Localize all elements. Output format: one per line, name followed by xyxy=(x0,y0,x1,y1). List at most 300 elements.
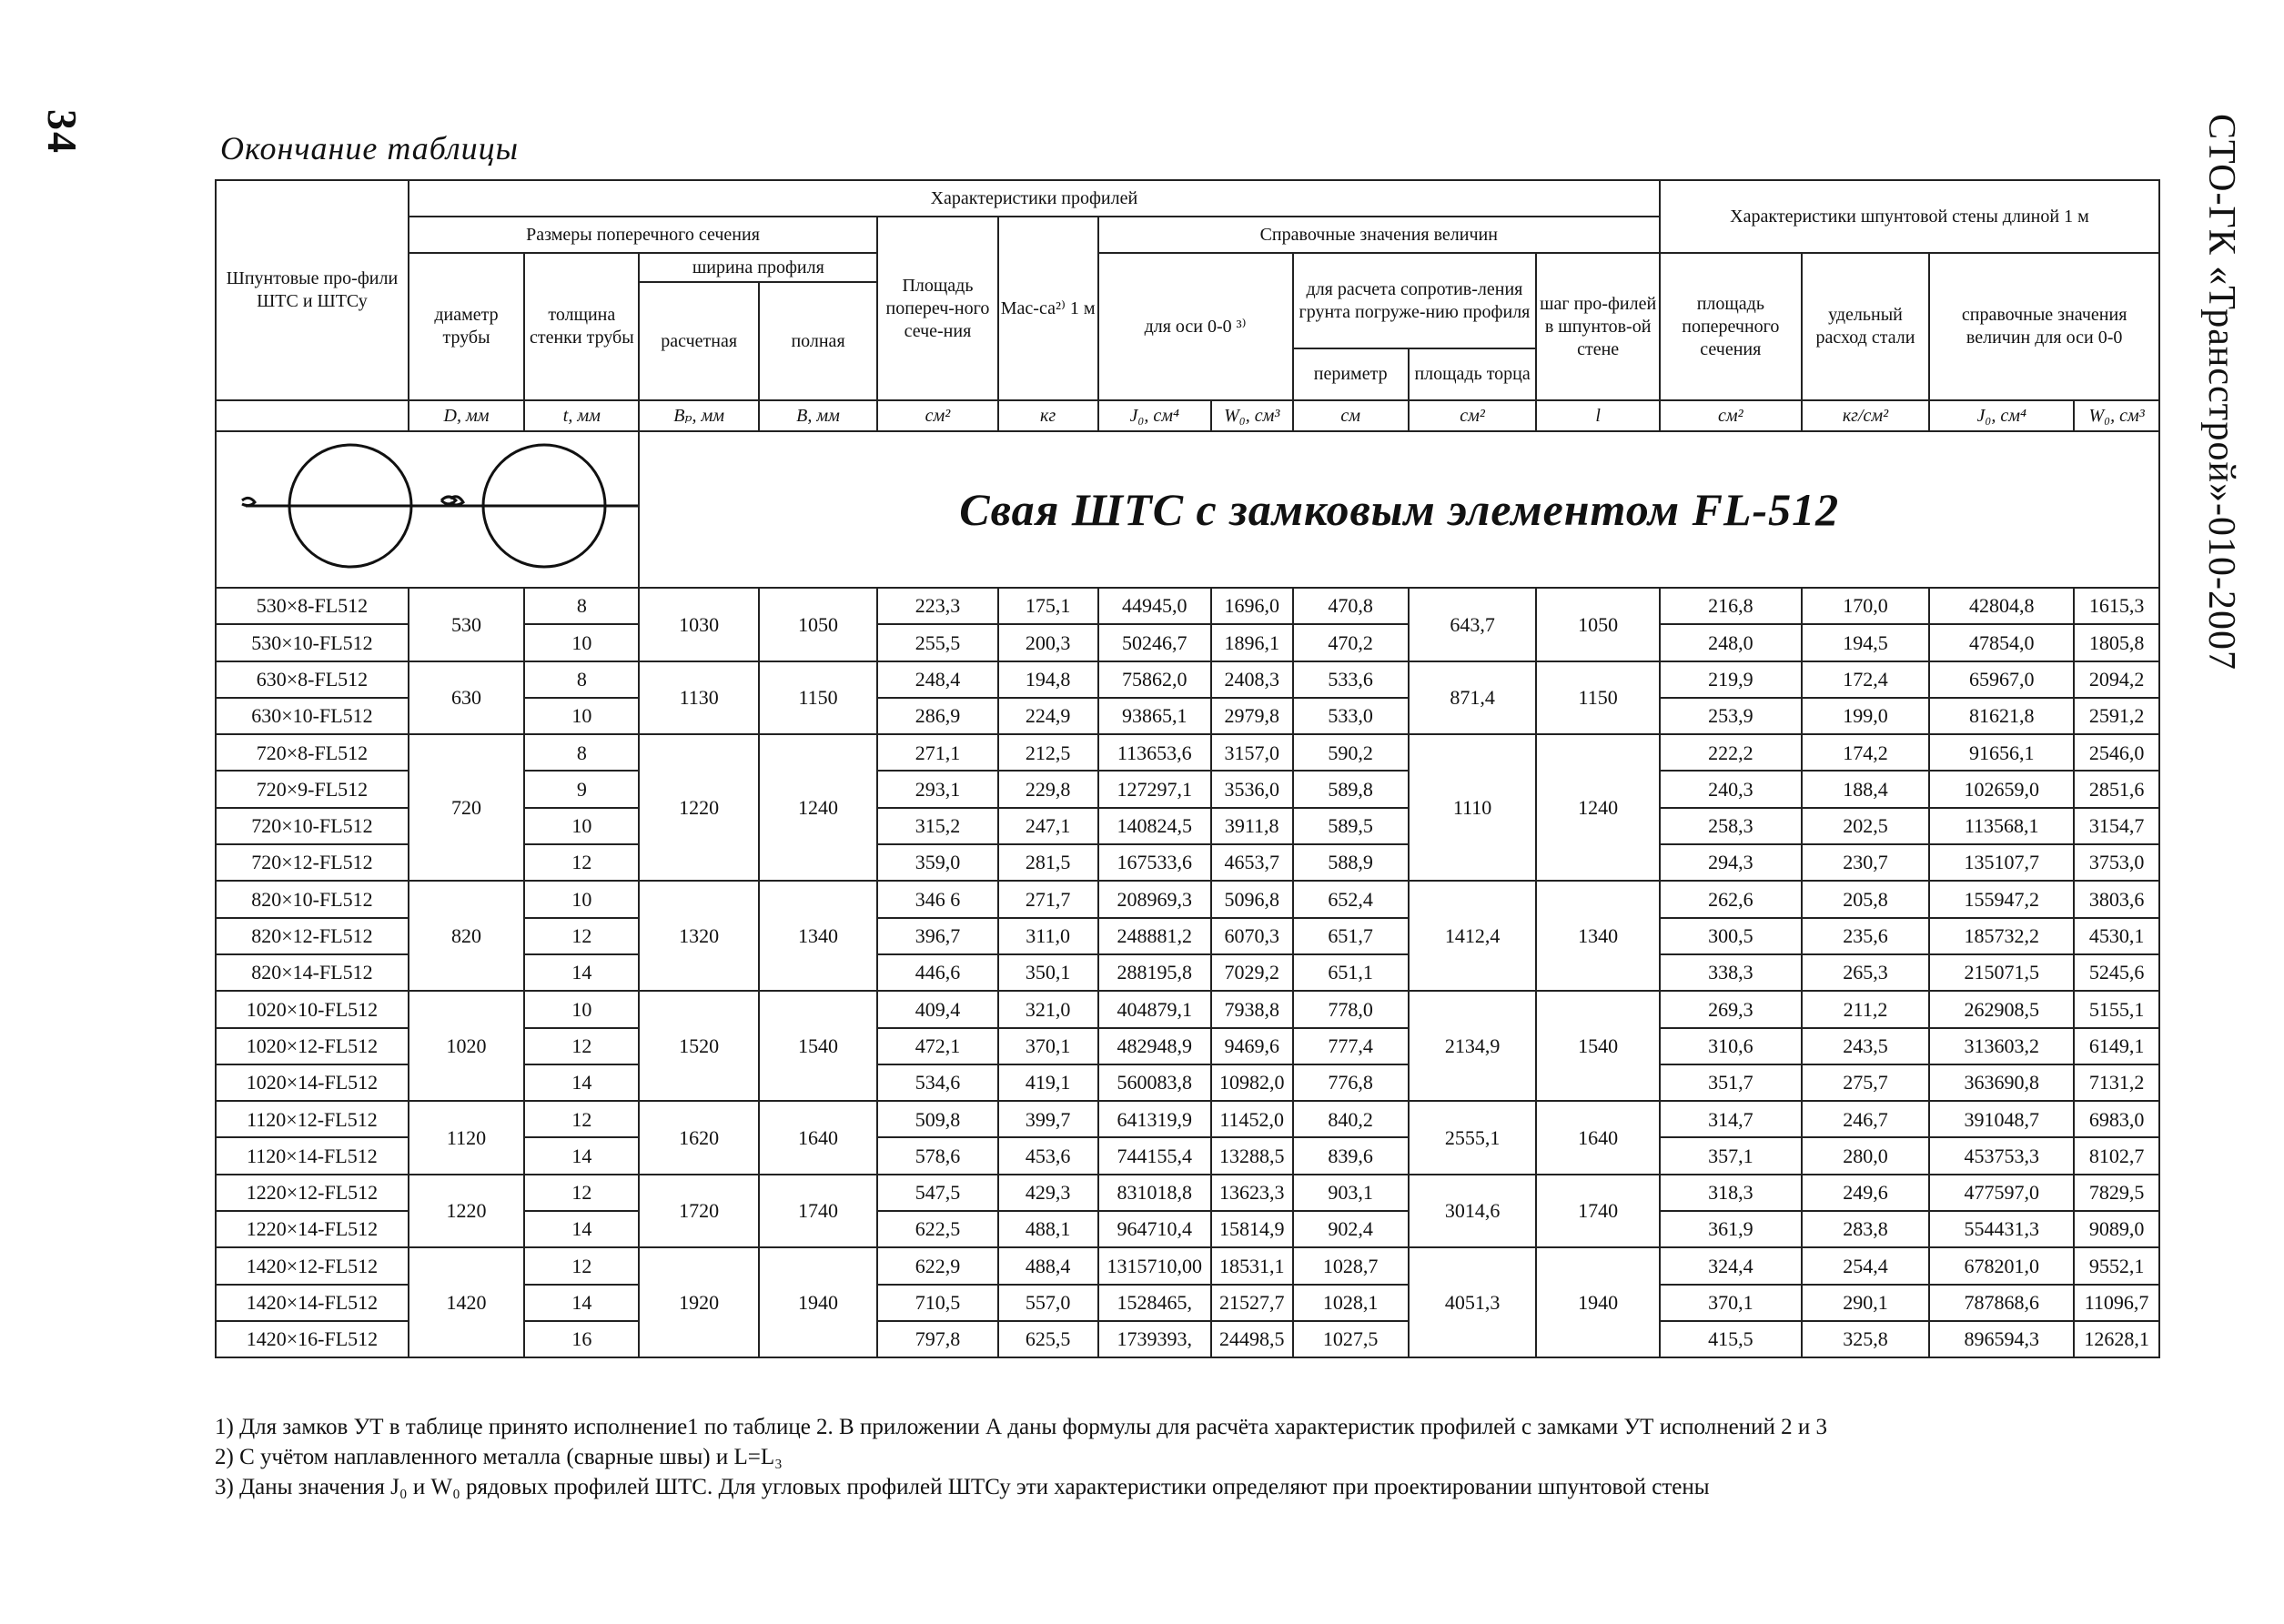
footnotes xyxy=(215,1412,1827,1502)
table-cell: 1739393, xyxy=(1098,1321,1211,1357)
table-cell: 91656,1 xyxy=(1929,734,2074,771)
table-cell: 554431,3 xyxy=(1929,1211,2074,1247)
header-width: ширина профиля xyxy=(639,253,877,282)
table-cell: 14 xyxy=(524,1285,639,1321)
table-cell: 3157,0 xyxy=(1211,734,1293,771)
table-cell: 776,8 xyxy=(1293,1064,1409,1101)
table-cell: 253,9 xyxy=(1660,698,1802,734)
profile-name-cell: 1420×12-FL512 xyxy=(216,1247,409,1284)
table-cell: 248,4 xyxy=(877,661,997,698)
table-cell: 155947,2 xyxy=(1929,881,2074,917)
table-cell: 24498,5 xyxy=(1211,1321,1293,1357)
table-cell: 15814,9 xyxy=(1211,1211,1293,1247)
table-cell: 1720 xyxy=(639,1175,758,1248)
table-cell: 2134,9 xyxy=(1409,991,1537,1101)
table-cell: 10982,0 xyxy=(1211,1064,1293,1101)
table-cell: 399,7 xyxy=(998,1101,1098,1137)
table-cell: 14 xyxy=(524,1137,639,1174)
table-cell: 396,7 xyxy=(877,918,997,954)
table-cell: 81621,8 xyxy=(1929,698,2074,734)
table-cell: 831018,8 xyxy=(1098,1175,1211,1211)
table-cell: 249,6 xyxy=(1802,1175,1930,1211)
table-cell: 871,4 xyxy=(1409,661,1537,735)
table-cell: 246,7 xyxy=(1802,1101,1930,1137)
table-cell: 589,8 xyxy=(1293,771,1409,807)
table-cell: 167533,6 xyxy=(1098,844,1211,881)
header-profiles: Шпунтовые про-фили ШТС и ШТСу xyxy=(216,180,409,400)
profile-name-cell: 720×9-FL512 xyxy=(216,771,409,807)
table-cell: 588,9 xyxy=(1293,844,1409,881)
table-cell: 370,1 xyxy=(998,1028,1098,1064)
table-cell: 185732,2 xyxy=(1929,918,2074,954)
table-cell: 3803,6 xyxy=(2074,881,2159,917)
table-cell: 10 xyxy=(524,698,639,734)
table-cell: 269,3 xyxy=(1660,991,1802,1027)
table-cell: 315,2 xyxy=(877,808,997,844)
table-cell: 4530,1 xyxy=(2074,918,2159,954)
table-row xyxy=(216,1247,2159,1284)
document-standard-header: СТО-ГК «Трансстрой»-010-2007 xyxy=(2200,114,2242,671)
table-caption: Окончание таблицы xyxy=(220,130,520,166)
table-cell: 281,5 xyxy=(998,844,1098,881)
table-cell: 202,5 xyxy=(1802,808,1930,844)
table-cell: 472,1 xyxy=(877,1028,997,1064)
table-cell: 557,0 xyxy=(998,1285,1098,1321)
header-ref-values: Справочные значения величин xyxy=(1098,217,1660,253)
profile-name-cell: 1020×14-FL512 xyxy=(216,1064,409,1101)
table-cell: 113653,6 xyxy=(1098,734,1211,771)
table-cell: 1528465, xyxy=(1098,1285,1211,1321)
table-cell: 170,0 xyxy=(1802,588,1930,624)
profile-name-cell: 630×10-FL512 xyxy=(216,698,409,734)
table-header xyxy=(216,180,2159,588)
table-cell: 2546,0 xyxy=(2074,734,2159,771)
header-steel-rate: удельный расход стали xyxy=(1802,253,1930,400)
pipe-profile-diagram xyxy=(218,433,639,579)
table-cell: 622,9 xyxy=(877,1247,997,1284)
table-cell: 1028,1 xyxy=(1293,1285,1409,1321)
profile-name-cell: 720×8-FL512 xyxy=(216,734,409,771)
header-area: Площадь попереч-ного сече-ния xyxy=(877,217,997,400)
profile-name-cell: 1220×14-FL512 xyxy=(216,1211,409,1247)
table-cell: 622,5 xyxy=(877,1211,997,1247)
table-cell: 240,3 xyxy=(1660,771,1802,807)
table-cell: 3753,0 xyxy=(2074,844,2159,881)
unit-cell: см² xyxy=(877,400,997,431)
table-cell: 6149,1 xyxy=(2074,1028,2159,1064)
header-wall-area: площадь поперечного сечения xyxy=(1660,253,1802,400)
header-soil: для расчета сопротив-ления грунта погруже-нию профиля xyxy=(1293,253,1537,348)
table-cell: 8 xyxy=(524,661,639,698)
table-cell: 288195,8 xyxy=(1098,954,1211,991)
table-cell: 1315710,00 xyxy=(1098,1247,1211,1284)
profile-name-cell: 1020×10-FL512 xyxy=(216,991,409,1027)
table-cell: 12 xyxy=(524,1247,639,1284)
table-cell: 311,0 xyxy=(998,918,1098,954)
table-cell: 294,3 xyxy=(1660,844,1802,881)
header-cross-dims: Размеры поперечного сечения xyxy=(409,217,877,253)
table-row xyxy=(216,991,2159,1027)
table-cell: 211,2 xyxy=(1802,991,1930,1027)
table-cell: 265,3 xyxy=(1802,954,1930,991)
unit-cell: кг xyxy=(998,400,1098,431)
table-cell: 446,6 xyxy=(877,954,997,991)
table-cell: 678201,0 xyxy=(1929,1247,2074,1284)
table-cell: 230,7 xyxy=(1802,844,1930,881)
table-cell: 488,1 xyxy=(998,1211,1098,1247)
table-cell: 12 xyxy=(524,844,639,881)
table-cell: 216,8 xyxy=(1660,588,1802,624)
unit-cell: см² xyxy=(1409,400,1537,431)
table-cell: 10 xyxy=(524,881,639,917)
profile-name-cell: 530×8-FL512 xyxy=(216,588,409,624)
table-cell: 14 xyxy=(524,954,639,991)
table-cell: 2591,2 xyxy=(2074,698,2159,734)
table-cell: 248881,2 xyxy=(1098,918,1211,954)
table-cell: 409,4 xyxy=(877,991,997,1027)
table-cell: 1896,1 xyxy=(1211,624,1293,661)
header-perimeter: периметр xyxy=(1293,348,1409,400)
table-cell: 12628,1 xyxy=(2074,1321,2159,1357)
table-cell: 4653,7 xyxy=(1211,844,1293,881)
table-cell: 625,5 xyxy=(998,1321,1098,1357)
table-cell: 212,5 xyxy=(998,734,1098,771)
table-cell: 7938,8 xyxy=(1211,991,1293,1027)
table-cell: 652,4 xyxy=(1293,881,1409,917)
unit-cell: t, мм xyxy=(524,400,639,431)
table-cell: 744155,4 xyxy=(1098,1137,1211,1174)
table-cell: 223,3 xyxy=(877,588,997,624)
table-cell: 896594,3 xyxy=(1929,1321,2074,1357)
footnote: 1) Для замков УТ в таблице принято исполнение1 по таблице 2. В приложении А даны формулы для расчёта характеристик профилей с замками УТ исполнений 2 и 3 xyxy=(215,1415,1827,1439)
table-cell: 419,1 xyxy=(998,1064,1098,1101)
table-cell: 643,7 xyxy=(1409,588,1537,661)
table-cell: 12 xyxy=(524,1175,639,1211)
header-char-profiles: Характеристики профилей xyxy=(409,180,1660,217)
header-axis: для оси 0-0 ³⁾ xyxy=(1098,253,1293,400)
table-cell: 720 xyxy=(409,734,524,881)
table-cell: 1027,5 xyxy=(1293,1321,1409,1357)
table-cell: 194,5 xyxy=(1802,624,1930,661)
unit-cell: см² xyxy=(1660,400,1802,431)
table-cell: 4051,3 xyxy=(1409,1247,1537,1357)
table-cell: 839,6 xyxy=(1293,1137,1409,1174)
table-cell: 589,5 xyxy=(1293,808,1409,844)
table-cell: 12 xyxy=(524,1028,639,1064)
table-cell: 16 xyxy=(524,1321,639,1357)
table-cell: 1940 xyxy=(759,1247,877,1357)
header-end-area: площадь торца xyxy=(1409,348,1537,400)
header-wall-ref: справочные значения величин для оси 0-0 xyxy=(1929,253,2159,400)
table-cell: 1320 xyxy=(639,881,758,991)
table-cell: 509,8 xyxy=(877,1101,997,1137)
table-cell: 7131,2 xyxy=(2074,1064,2159,1101)
table-cell: 5096,8 xyxy=(1211,881,1293,917)
table-cell: 9552,1 xyxy=(2074,1247,2159,1284)
table-cell: 1540 xyxy=(1536,991,1660,1101)
table-cell: 1120 xyxy=(409,1101,524,1175)
table-cell: 5245,6 xyxy=(2074,954,2159,991)
table-cell: 8 xyxy=(524,734,639,771)
profile-name-cell: 1120×14-FL512 xyxy=(216,1137,409,1174)
table-cell: 840,2 xyxy=(1293,1101,1409,1137)
profile-name-cell: 1020×12-FL512 xyxy=(216,1028,409,1064)
table-cell: 1520 xyxy=(639,991,758,1101)
footnote: 3) Даны значения J₀ и W₀ рядовых профилей ШТС. Для угловых профилей ШТСу эти характеристики определяют при проектировании шпунтовой стены xyxy=(215,1475,1710,1499)
table-cell: 235,6 xyxy=(1802,918,1930,954)
table-cell: 3014,6 xyxy=(1409,1175,1537,1248)
band-title-cell xyxy=(639,431,2159,588)
table-row xyxy=(216,734,2159,771)
table-cell: 1028,7 xyxy=(1293,1247,1409,1284)
table-cell: 293,1 xyxy=(877,771,997,807)
table-cell: 8102,7 xyxy=(2074,1137,2159,1174)
unit-cell: кг/см² xyxy=(1802,400,1930,431)
table-cell: 280,0 xyxy=(1802,1137,1930,1174)
table-cell: 710,5 xyxy=(877,1285,997,1321)
table-cell: 630 xyxy=(409,661,524,735)
table-cell: 300,5 xyxy=(1660,918,1802,954)
table-cell: 215071,5 xyxy=(1929,954,2074,991)
table-cell: 10 xyxy=(524,624,639,661)
table-cell: 415,5 xyxy=(1660,1321,1802,1357)
table-cell: 533,0 xyxy=(1293,698,1409,734)
table-cell: 964710,4 xyxy=(1098,1211,1211,1247)
table-cell: 310,6 xyxy=(1660,1028,1802,1064)
table-cell: 1615,3 xyxy=(2074,588,2159,624)
table-cell: 1240 xyxy=(759,734,877,881)
table-cell: 820 xyxy=(409,881,524,991)
table-cell: 93865,1 xyxy=(1098,698,1211,734)
table-cell: 1640 xyxy=(1536,1101,1660,1175)
header-step: шаг про-филей в шпунтов-ой стене xyxy=(1536,253,1660,400)
table-cell: 247,1 xyxy=(998,808,1098,844)
profile-diagram-cell xyxy=(216,431,639,588)
table-cell: 286,9 xyxy=(877,698,997,734)
table-cell: 530 xyxy=(409,588,524,661)
table-cell: 11096,7 xyxy=(2074,1285,2159,1321)
table-cell: 482948,9 xyxy=(1098,1028,1211,1064)
table-cell: 324,4 xyxy=(1660,1247,1802,1284)
table-cell: 11452,0 xyxy=(1211,1101,1293,1137)
table-cell: 194,8 xyxy=(998,661,1098,698)
table-cell: 65967,0 xyxy=(1929,661,2074,698)
table-cell: 1240 xyxy=(1536,734,1660,881)
table-cell: 321,0 xyxy=(998,991,1098,1027)
unit-cell: D, мм xyxy=(409,400,524,431)
profile-name-cell: 1420×16-FL512 xyxy=(216,1321,409,1357)
table-cell: 797,8 xyxy=(877,1321,997,1357)
table-cell: 477597,0 xyxy=(1929,1175,2074,1211)
table-cell: 1620 xyxy=(639,1101,758,1175)
table-cell: 361,9 xyxy=(1660,1211,1802,1247)
table-cell: 1150 xyxy=(759,661,877,735)
unit-cell: см xyxy=(1293,400,1409,431)
header-thickness: толщина стенки трубы xyxy=(524,253,639,400)
table-cell: 534,6 xyxy=(877,1064,997,1101)
table-cell: 370,1 xyxy=(1660,1285,1802,1321)
table-cell: 453,6 xyxy=(998,1137,1098,1174)
table-cell: 590,2 xyxy=(1293,734,1409,771)
table-cell: 6983,0 xyxy=(2074,1101,2159,1137)
page-number: 34 xyxy=(39,109,86,155)
table-cell: 777,4 xyxy=(1293,1028,1409,1064)
table-cell: 283,8 xyxy=(1802,1211,1930,1247)
table-cell: 9469,6 xyxy=(1211,1028,1293,1064)
table-cell: 14 xyxy=(524,1211,639,1247)
unit-cell: Bₚ, мм xyxy=(639,400,758,431)
table-cell: 1050 xyxy=(759,588,877,661)
table-cell: 219,9 xyxy=(1660,661,1802,698)
table-cell: 470,2 xyxy=(1293,624,1409,661)
table-cell: 5155,1 xyxy=(2074,991,2159,1027)
table-cell: 488,4 xyxy=(998,1247,1098,1284)
table-cell: 13623,3 xyxy=(1211,1175,1293,1211)
profile-name-cell: 720×12-FL512 xyxy=(216,844,409,881)
table-cell: 391048,7 xyxy=(1929,1101,2074,1137)
profile-name-cell: 820×10-FL512 xyxy=(216,881,409,917)
profile-name-cell: 1120×12-FL512 xyxy=(216,1101,409,1137)
table-cell: 2408,3 xyxy=(1211,661,1293,698)
table-cell: 175,1 xyxy=(998,588,1098,624)
table-cell: 533,6 xyxy=(1293,661,1409,698)
table-cell: 2979,8 xyxy=(1211,698,1293,734)
table-cell: 2555,1 xyxy=(1409,1101,1537,1175)
profile-name-cell: 820×12-FL512 xyxy=(216,918,409,954)
table-cell: 1050 xyxy=(1536,588,1660,661)
units-row xyxy=(216,400,2159,431)
table-cell: 902,4 xyxy=(1293,1211,1409,1247)
table-cell: 1030 xyxy=(639,588,758,661)
table-cell: 10 xyxy=(524,808,639,844)
table-cell: 1540 xyxy=(759,991,877,1101)
table-cell: 18531,1 xyxy=(1211,1247,1293,1284)
table-cell: 2094,2 xyxy=(2074,661,2159,698)
profile-name-cell: 720×10-FL512 xyxy=(216,808,409,844)
table-cell: 14 xyxy=(524,1064,639,1101)
table-cell: 255,5 xyxy=(877,624,997,661)
header-char-wall: Характеристики шпунтовой стены длиной 1 м xyxy=(1660,180,2159,253)
table-cell: 8 xyxy=(524,588,639,624)
table-row xyxy=(216,1101,2159,1137)
unit-cell: J₀, см⁴ xyxy=(1929,400,2074,431)
unit-cell: B, мм xyxy=(759,400,877,431)
table-cell: 7029,2 xyxy=(1211,954,1293,991)
table-row xyxy=(216,588,2159,624)
table-cell: 243,5 xyxy=(1802,1028,1930,1064)
header-width-calc: расчетная xyxy=(639,282,758,400)
table-cell: 50246,7 xyxy=(1098,624,1211,661)
table-cell: 325,8 xyxy=(1802,1321,1930,1357)
table-cell: 787868,6 xyxy=(1929,1285,2074,1321)
table-body xyxy=(216,588,2159,1357)
table-cell: 314,7 xyxy=(1660,1101,1802,1137)
table-cell: 1740 xyxy=(1536,1175,1660,1248)
table-cell: 127297,1 xyxy=(1098,771,1211,807)
table-cell: 271,7 xyxy=(998,881,1098,917)
table-cell: 778,0 xyxy=(1293,991,1409,1027)
table-cell: 1920 xyxy=(639,1247,758,1357)
header-diameter: диаметр трубы xyxy=(409,253,524,400)
table-cell: 470,8 xyxy=(1293,588,1409,624)
table-cell: 1130 xyxy=(639,661,758,735)
table-cell: 222,2 xyxy=(1660,734,1802,771)
table-cell: 7829,5 xyxy=(2074,1175,2159,1211)
table-cell: 1640 xyxy=(759,1101,877,1175)
table-cell: 9089,0 xyxy=(2074,1211,2159,1247)
table-cell: 651,1 xyxy=(1293,954,1409,991)
table-cell: 135107,7 xyxy=(1929,844,2074,881)
table-cell: 271,1 xyxy=(877,734,997,771)
table-cell: 3911,8 xyxy=(1211,808,1293,844)
profiles-table xyxy=(215,179,2160,1358)
table-cell: 1740 xyxy=(759,1175,877,1248)
table-cell: 363690,8 xyxy=(1929,1064,2074,1101)
table-cell: 12 xyxy=(524,1101,639,1137)
table-cell: 275,7 xyxy=(1802,1064,1930,1101)
table-cell: 3154,7 xyxy=(2074,808,2159,844)
table-cell: 1150 xyxy=(1536,661,1660,735)
footnote: 2) С учётом наплавленного металла (сварные швы) и L=L₃ xyxy=(215,1445,783,1469)
table-cell: 1340 xyxy=(1536,881,1660,991)
table-cell: 248,0 xyxy=(1660,624,1802,661)
table-cell: 13288,5 xyxy=(1211,1137,1293,1174)
table-cell: 262908,5 xyxy=(1929,991,2074,1027)
table-cell: 453753,3 xyxy=(1929,1137,2074,1174)
table-cell: 350,1 xyxy=(998,954,1098,991)
table-cell: 338,3 xyxy=(1660,954,1802,991)
table-cell: 1412,4 xyxy=(1409,881,1537,991)
table-cell: 140824,5 xyxy=(1098,808,1211,844)
table-cell: 113568,1 xyxy=(1929,808,2074,844)
profile-name-cell: 530×10-FL512 xyxy=(216,624,409,661)
table-cell: 359,0 xyxy=(877,844,997,881)
table-cell: 1696,0 xyxy=(1211,588,1293,624)
table-cell: 1940 xyxy=(1536,1247,1660,1357)
table-cell: 205,8 xyxy=(1802,881,1930,917)
profile-name-cell: 630×8-FL512 xyxy=(216,661,409,698)
table-cell: 172,4 xyxy=(1802,661,1930,698)
table-cell: 200,3 xyxy=(998,624,1098,661)
unit-cell: l xyxy=(1536,400,1660,431)
table-cell: 199,0 xyxy=(1802,698,1930,734)
table-cell: 3536,0 xyxy=(1211,771,1293,807)
table-cell: 351,7 xyxy=(1660,1064,1802,1101)
table-cell: 1220 xyxy=(639,734,758,881)
table-cell: 641319,9 xyxy=(1098,1101,1211,1137)
table-cell: 903,1 xyxy=(1293,1175,1409,1211)
table-cell: 12 xyxy=(524,918,639,954)
table-cell: 1805,8 xyxy=(2074,624,2159,661)
table-row xyxy=(216,881,2159,917)
table-cell: 1340 xyxy=(759,881,877,991)
table-cell: 254,4 xyxy=(1802,1247,1930,1284)
table-cell: 9 xyxy=(524,771,639,807)
table-cell: 1220 xyxy=(409,1175,524,1248)
table-cell: 651,7 xyxy=(1293,918,1409,954)
table-cell: 313603,2 xyxy=(1929,1028,2074,1064)
table-cell: 229,8 xyxy=(998,771,1098,807)
profile-name-cell: 1220×12-FL512 xyxy=(216,1175,409,1211)
table-cell: 42804,8 xyxy=(1929,588,2074,624)
table-row xyxy=(216,1175,2159,1211)
table-cell: 560083,8 xyxy=(1098,1064,1211,1101)
table-cell: 429,3 xyxy=(998,1175,1098,1211)
profile-name-cell: 820×14-FL512 xyxy=(216,954,409,991)
header-width-full: полная xyxy=(759,282,877,400)
table-cell: 262,6 xyxy=(1660,881,1802,917)
table-cell: 346 6 xyxy=(877,881,997,917)
